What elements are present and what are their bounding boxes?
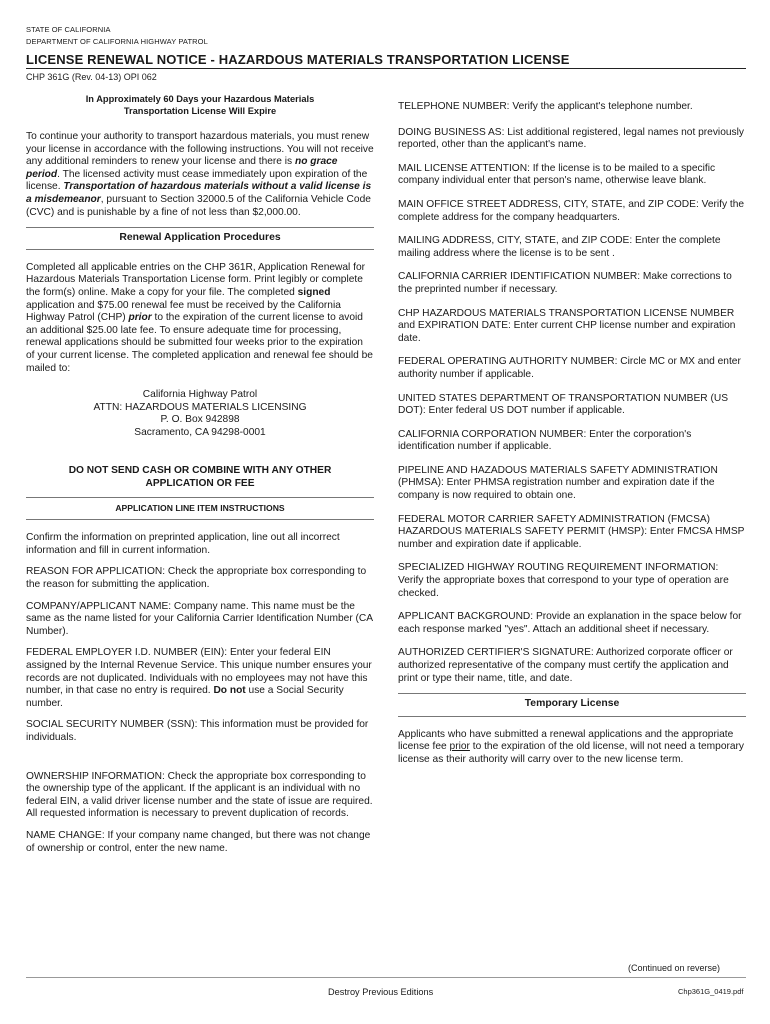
- background-instruction: APPLICANT BACKGROUND: Provide an explanation in the space below for each response marked "yes". Attach an additional sheet if necessary.: [398, 611, 742, 635]
- page-title: LICENSE RENEWAL NOTICE - HAZARDOUS MATERIALS TRANSPORTATION LICENSE: [26, 52, 570, 67]
- right-column: [398, 101, 746, 767]
- divider: [26, 519, 374, 520]
- expiry-notice-line2: Transportation License Will Expire: [123, 106, 277, 116]
- do-not-emphasis: Do not: [213, 685, 246, 697]
- address-line: Sacramento, CA 94298-0001: [134, 426, 266, 438]
- ssn-instruction: SOCIAL SECURITY NUMBER (SSN): This information must be provided for individuals.: [26, 719, 369, 743]
- chp-license-instruction: CHP HAZARDOUS MATERIALS TRANSPORTATION LICENSE NUMBER and EXPIRATION DATE: Enter current CHP license number and expiration date.: [398, 307, 736, 344]
- intro-text-3: , pursuant to Section 32000.5 of the California Vehicle Code (CVC) and is punishable by a fine of not less than $2,000.00.: [26, 193, 371, 218]
- phmsa-instruction: PIPELINE AND HAZADOUS MATERIALS SAFETY ADMINISTRATION (PHMSA): Enter PHMSA registration number and expiration date if the company is now required to obtain one.: [398, 464, 718, 502]
- divider: [26, 227, 374, 228]
- renewal-text-1: Completed all applicable entries on the CHP 361R, Application Renewal for Hazardous Materials Transportation License form. Print legibly or complete the form(s) online. Make a copy for your file. The completed: [26, 261, 366, 298]
- cash-warning-line2: APPLICATION OR FEE: [145, 478, 255, 490]
- state-label: STATE OF CALIFORNIA: [26, 25, 111, 34]
- address-line: ATTN: HAZARDOUS MATERIALS LICENSING: [93, 401, 307, 413]
- left-column: [26, 93, 374, 855]
- cash-warning-line1: DO NOT SEND CASH OR COMBINE WITH ANY OTHER: [68, 465, 332, 477]
- corporation-number-instruction: CALIFORNIA CORPORATION NUMBER: Enter the corporation's identification number if applicable.: [398, 428, 692, 453]
- reason-instruction: REASON FOR APPLICATION: Check the appropriate box corresponding to the reason for submitting the application.: [26, 566, 367, 591]
- divider: [26, 497, 374, 498]
- no-grace-period: no grace period: [26, 156, 338, 180]
- file-id: Chp361G_0419.pdf: [678, 987, 744, 996]
- address-line: P. O. Box 942898: [160, 414, 240, 426]
- expiry-notice: [26, 93, 374, 117]
- ein-instruction: [26, 647, 374, 710]
- intro-text-2: . The licensed activity must cease immediately upon expiration of the license.: [26, 168, 368, 193]
- temporary-license-heading: Temporary License: [524, 698, 620, 710]
- confirm-instruction: Confirm the information on preprinted application, line out all incorrect information and fill in current information.: [26, 532, 340, 556]
- federal-operating-instruction: FEDERAL OPERATING AUTHORITY NUMBER: Circle MC or MX and enter authority number if applicable.: [398, 356, 741, 380]
- divider: [26, 249, 374, 250]
- temp-text-2: to the expiration of the old license, will not need a temporary license as their authority will carry over to the new license term.: [398, 741, 745, 765]
- dba-instruction: DOING BUSINESS AS: List additional registered, legal names not previously reported, other than the applicant's name.: [398, 126, 744, 151]
- intro-paragraph: [26, 131, 374, 219]
- prior-underlined: prior: [449, 741, 470, 753]
- address-line: California Highway Patrol: [142, 389, 258, 401]
- divider: [398, 716, 746, 717]
- ein-text-2: use a Social Security number.: [26, 685, 344, 709]
- company-instruction: COMPANY/APPLICANT NAME: Company name. This name must be the same as the name listed for your California Carrier Identification Number (CA Number).: [26, 600, 373, 637]
- ownership-instruction: OWNERSHIP INFORMATION: Check the appropriate box corresponding to the ownership type of the applicant. If the applicant is an individual with no federal EIN, a valid driver license number and the state of issue are required. All requested information is necessary to prevent duplication of records.: [26, 770, 373, 820]
- form-id: CHP 361G (Rev. 04-13) OPI 062: [26, 72, 157, 82]
- mailing-address: [26, 389, 374, 439]
- telephone-instruction: TELEPHONE NUMBER: Verify the applicant's telephone number.: [398, 101, 693, 112]
- misdemeanor-warning: Transportation of hazardous materials without a valid license is a misdemeanor: [26, 181, 372, 205]
- footer-rule: [26, 977, 746, 978]
- renewal-text-3: to the expiration of the current license to avoid an additional $25.00 late fee. To ensure adequate time for processing, renewal applications should be submitted four weeks prior to the expiration of your current license. The completed application and renewal fee should be mailed to:: [26, 312, 373, 374]
- continued-note: (Continued on reverse): [628, 963, 721, 973]
- renewal-heading: Renewal Application Procedures: [119, 232, 281, 244]
- prior-emphasis: prior: [128, 312, 152, 324]
- destroy-editions-note: Destroy Previous Editions: [328, 987, 434, 997]
- expiry-notice-line1: In Approximately 60 Days your Hazardous Materials: [85, 94, 315, 104]
- renewal-text-2: application and $75.00 renewal fee must be received by the California Highway Patrol (CHP): [26, 299, 341, 324]
- title-rule: [26, 68, 746, 69]
- fmcsa-instruction: FEDERAL MOTOR CARRIER SAFETY ADMINISTRATION (FMCSA) HAZARDOUS MATERIALS SAFETY PERMIT (HMSP): Enter FMCSA HMSP number and expiration date if applicable.: [398, 513, 745, 550]
- temporary-license-paragraph: [398, 729, 746, 767]
- usdot-instruction: UNITED STATES DEPARTMENT OF TRANSPORTATION NUMBER (US DOT): Enter federal US DOT number if applicable.: [398, 392, 728, 417]
- mail-attention-instruction: MAIL LICENSE ATTENTION: If the license is to be mailed to a specific company individual enter that person's name, otherwise leave blank.: [398, 162, 716, 187]
- signed-emphasis: signed: [297, 286, 331, 298]
- certifier-instruction: AUTHORIZED CERTIFIER'S SIGNATURE: Authorized corporate officer or authorized representative of the company must certify the application and print or type their name, title, and date.: [398, 647, 733, 684]
- intro-text-1: To continue your authority to transport hazardous materials, you must renew your license in accordance with the following instructions. You will not receive any additional reminders to renew your license and there is: [26, 131, 374, 168]
- routing-instruction: SPECIALIZED HIGHWAY ROUTING REQUIREMENT INFORMATION: Verify the appropriate boxes that correspond to your type of operation are checked.: [398, 562, 729, 599]
- ein-text-1: FEDERAL EMPLOYER I.D. NUMBER (EIN): Enter your federal EIN assigned by the Internal Revenue Service. This unique number ensures your records are not duplicated. Individuals with no employees may not have this number, in that case no entry is required.: [26, 647, 372, 697]
- divider: [398, 693, 746, 694]
- carrier-id-instruction: CALIFORNIA CARRIER IDENTIFICATION NUMBER: Make corrections to the preprinted number if necessary.: [398, 271, 732, 295]
- line-item-heading: APPLICATION LINE ITEM INSTRUCTIONS: [115, 502, 285, 513]
- department-label: DEPARTMENT OF CALIFORNIA HIGHWAY PATROL: [26, 37, 208, 46]
- cash-warning: [26, 465, 374, 490]
- main-office-instruction: MAIN OFFICE STREET ADDRESS, CITY, STATE, and ZIP CODE: Verify the complete address for the company headquarters.: [398, 198, 745, 223]
- temp-text-1: Applicants who have submitted a renewal applications and the appropriate license fee: [398, 728, 734, 753]
- renewal-paragraph: [26, 262, 374, 375]
- name-change-instruction: NAME CHANGE: If your company name changed, but there was not change of ownership or control, enter the new name.: [26, 829, 371, 854]
- mailing-address-instruction: MAILING ADDRESS, CITY, STATE, and ZIP CODE: Enter the complete mailing address where the license is to be sent .: [398, 235, 721, 259]
